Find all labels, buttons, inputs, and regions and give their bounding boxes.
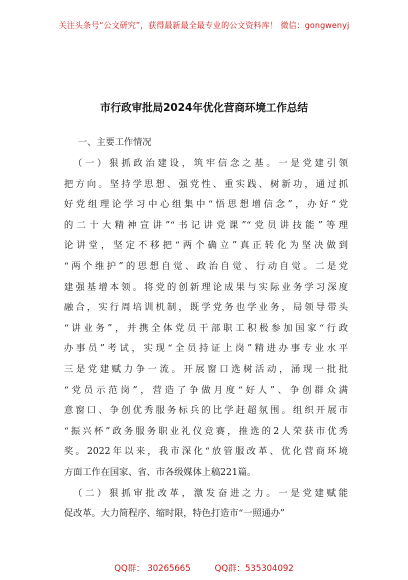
text-line: 把方向。坚持学思想、强党性、重实践、树新功，通过抓	[64, 178, 348, 190]
qq-group-2: QQ群：535304092	[214, 564, 294, 574]
text-line: 三是党建赋力争一流。开展窗口选树活动，涌现一批批	[64, 363, 348, 375]
footer-contact	[0, 562, 408, 574]
paragraph-political-building	[64, 154, 348, 484]
text-line: 奖。2022年以来，我市深化“放管服改革、优化营商环境	[64, 446, 348, 458]
text-line: “讲业务”，并携全体党员干部职工积极参加国家“行政	[64, 322, 348, 334]
page-title: 市行政审批局2024年优化营商环境工作总结	[100, 102, 308, 114]
text-line: “振兴杯”政务服务职业礼仪竞赛，推选的2人荣获市优秀	[64, 425, 348, 437]
text-line: 方面工作在国家、省、市各级媒体上稿221篇。	[64, 466, 257, 478]
text-line: 办事员”考试，实现“全员持证上岗”精进办事专业水平	[64, 343, 348, 355]
text-line: 的二十大精神宣讲”“书记讲党课”“党员讲技能”等理	[64, 219, 348, 231]
text-line: 建强基增本领。将党的创新理论成果与实际业务学习深度	[64, 281, 348, 293]
header-banner: 关注头条号“公文研究”，获得最新最全最专业的公文资料库！ 微信：gongwenyj	[58, 21, 350, 30]
qq-group-1: QQ群： 30265665	[114, 564, 191, 574]
text-line: “党员示范岗”，营造了争做月度“好人”、争创群众满	[64, 384, 348, 396]
section-heading: 一、主要工作情况	[78, 137, 152, 148]
text-line: （二）狠抓审批改革，激发奋进之力。一是党建赋能	[73, 487, 348, 499]
text-line: 促改革。大力简程序、缩时限，特色打造市“一照通办”	[64, 508, 285, 520]
document-body	[64, 136, 348, 525]
text-line: 论讲堂，坚定不移把“两个确立”真正转化为坚决做到	[64, 240, 348, 252]
text-line: “两个维护”的思想自觉、政治自觉、行动自觉。二是党	[64, 260, 348, 272]
text-line: （一）狠抓政治建设，筑牢信念之基。一是党建引领	[73, 158, 348, 169]
text-line: 意窗口、争创优秀服务标兵的比学赶超氛围。组织开展市	[64, 405, 348, 417]
text-line: 融合，实行周培训机制，既学党务也学业务，局领导带头	[64, 302, 348, 314]
paragraph-approval-reform	[64, 484, 348, 525]
text-line: 好党组理论学习中心组集中“悟思想增信念”，办好“党	[64, 199, 348, 211]
